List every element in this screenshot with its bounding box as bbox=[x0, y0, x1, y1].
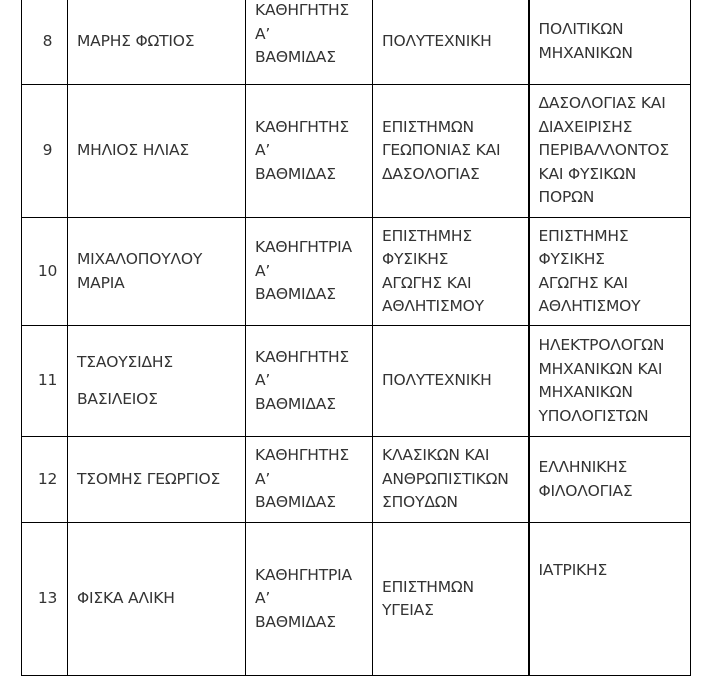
table-row bbox=[22, 85, 691, 218]
member-school: ΠΟΛΥΤΕΧΝΙΚΗ bbox=[373, 326, 529, 437]
member-rank: ΚΑΘΗΓΗΤΗΣ Α’ ΒΑΘΜΙΔΑΣ bbox=[246, 85, 373, 218]
member-department: ΔΑΣΟΛΟΓΙΑΣ ΚΑΙ ΔΙΑΧΕΙΡΙΣΗΣ ΠΕΡΙΒΑΛΛΟΝΤΟΣ ΚΑΙ ΦΥΣΙΚΩΝ ΠΟΡΩΝ bbox=[529, 85, 691, 218]
member-name: ΜΙΧΑΛΟΠΟΥΛΟΥ ΜΑΡΙΑ bbox=[68, 218, 246, 326]
row-number: 13 bbox=[22, 523, 68, 676]
member-school: ΕΠΙΣΤΗΜΗΣ ΦΥΣΙΚΗΣ ΑΓΩΓΗΣ ΚΑΙ ΑΘΛΗΤΙΣΜΟΥ bbox=[373, 218, 529, 326]
member-department: ΕΛΛΗΝΙΚΗΣ ΦΙΛΟΛΟΓΙΑΣ bbox=[529, 437, 691, 523]
member-department: ΙΑΤΡΙΚΗΣ bbox=[529, 523, 691, 676]
member-rank: ΚΑΘΗΓΗΤΗΣ Α’ ΒΑΘΜΙΔΑΣ bbox=[246, 326, 373, 437]
member-department: ΠΟΛΙΤΙΚΩΝ ΜΗΧΑΝΙΚΩΝ bbox=[529, 0, 691, 85]
member-school: ΠΟΛΥΤΕΧΝΙΚΗ bbox=[373, 0, 529, 85]
table-row bbox=[22, 523, 691, 676]
member-name: ΦΙΣΚΑ ΑΛΙΚΗ bbox=[68, 523, 246, 676]
row-number: 8 bbox=[22, 0, 68, 85]
member-school: ΚΛΑΣΙΚΩΝ ΚΑΙ ΑΝΘΡΩΠΙΣΤΙΚΩΝ ΣΠΟΥΔΩΝ bbox=[373, 437, 529, 523]
member-rank: ΚΑΘΗΓΗΤΗΣ Α’ ΒΑΘΜΙΔΑΣ bbox=[246, 0, 373, 85]
member-rank: ΚΑΘΗΓΗΤΗΣ Α’ ΒΑΘΜΙΔΑΣ bbox=[246, 437, 373, 523]
member-name: ΜΑΡΗΣ ΦΩΤΙΟΣ bbox=[68, 0, 246, 85]
member-name: ΤΣΟΜΗΣ ΓΕΩΡΓΙΟΣ bbox=[68, 437, 246, 523]
member-rank: ΚΑΘΗΓΗΤΡΙΑ Α’ ΒΑΘΜΙΔΑΣ bbox=[246, 523, 373, 676]
table-row bbox=[22, 437, 691, 523]
row-number: 11 bbox=[22, 326, 68, 437]
member-school: ΕΠΙΣΤΗΜΩΝ ΓΕΩΠΟΝΙΑΣ ΚΑΙ ΔΑΣΟΛΟΓΙΑΣ bbox=[373, 85, 529, 218]
member-rank: ΚΑΘΗΓΗΤΡΙΑ Α’ ΒΑΘΜΙΔΑΣ bbox=[246, 218, 373, 326]
member-department: ΕΠΙΣΤΗΜΗΣ ΦΥΣΙΚΗΣ ΑΓΩΓΗΣ ΚΑΙ ΑΘΛΗΤΙΣΜΟΥ bbox=[529, 218, 691, 326]
row-number: 10 bbox=[22, 218, 68, 326]
table-row bbox=[22, 218, 691, 326]
table-row bbox=[22, 326, 691, 437]
member-school: ΕΠΙΣΤΗΜΩΝ ΥΓΕΙΑΣ bbox=[373, 523, 529, 676]
faculty-table bbox=[21, 0, 691, 676]
member-name: ΤΣΑΟΥΣΙΔΗΣ ΒΑΣΙΛΕΙΟΣ bbox=[68, 326, 246, 437]
member-department: ΗΛΕΚΤΡΟΛΟΓΩΝ ΜΗΧΑΝΙΚΩΝ ΚΑΙ ΜΗΧΑΝΙΚΩΝ ΥΠΟΛΟΓΙΣΤΩΝ bbox=[529, 326, 691, 437]
table-row bbox=[22, 0, 691, 85]
row-number: 12 bbox=[22, 437, 68, 523]
member-name: ΜΗΛΙΟΣ ΗΛΙΑΣ bbox=[68, 85, 246, 218]
row-number: 9 bbox=[22, 85, 68, 218]
